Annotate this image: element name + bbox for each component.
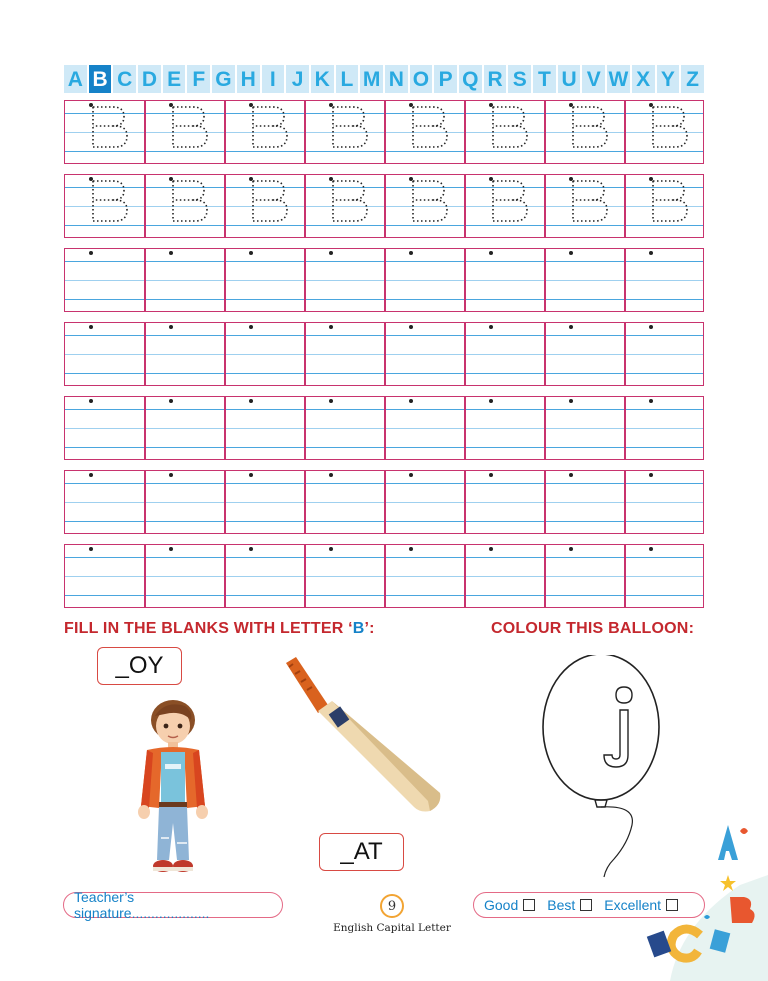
alphabet-letter-s: S <box>508 65 531 93</box>
dotted-letter-b-trace[interactable] <box>409 103 451 149</box>
cell-divider <box>464 545 466 607</box>
alphabet-letter-y: Y <box>657 65 680 93</box>
start-dot <box>249 547 253 551</box>
writing-row[interactable] <box>64 248 704 312</box>
alphabet-letter-m: M <box>360 65 383 93</box>
start-dot <box>89 325 93 329</box>
alphabet-letter-v: V <box>582 65 605 93</box>
start-dot <box>329 399 333 403</box>
alphabet-letter-p: P <box>434 65 457 93</box>
cell-divider <box>544 175 546 237</box>
start-dot <box>329 251 333 255</box>
alphabet-letter-o: O <box>410 65 433 93</box>
alphabet-letter-t: T <box>533 65 556 93</box>
alphabet-letter-c: C <box>113 65 136 93</box>
start-dot <box>569 177 573 181</box>
start-dot <box>409 325 413 329</box>
start-dot <box>409 177 413 181</box>
cell-divider <box>144 249 146 311</box>
start-dot <box>489 177 493 181</box>
cell-divider <box>224 101 226 163</box>
dotted-letter-b-trace[interactable] <box>89 103 131 149</box>
cell-divider <box>304 471 306 533</box>
alphabet-bar <box>64 65 704 93</box>
tracing-row[interactable] <box>64 100 704 164</box>
cell-divider <box>384 101 386 163</box>
start-dot <box>249 399 253 403</box>
alphabet-letter-r: R <box>484 65 507 93</box>
cell-divider <box>144 175 146 237</box>
alphabet-letter-n: N <box>385 65 408 93</box>
cell-divider <box>624 323 626 385</box>
abc-corner-decoration <box>640 805 768 981</box>
start-dot <box>169 547 173 551</box>
start-dot <box>649 399 653 403</box>
start-dot <box>169 473 173 477</box>
cell-divider <box>224 545 226 607</box>
cell-divider <box>144 101 146 163</box>
start-dot <box>649 325 653 329</box>
cell-divider <box>144 323 146 385</box>
start-dot <box>89 473 93 477</box>
start-dot <box>409 399 413 403</box>
cell-divider <box>304 545 306 607</box>
fill-blanks-title: FILL IN THE BLANKS WITH LETTER ‘B’: <box>64 620 375 637</box>
alphabet-letter-l: L <box>336 65 359 93</box>
start-dot <box>169 103 173 107</box>
dotted-letter-b-trace[interactable] <box>409 177 451 223</box>
writing-row[interactable] <box>64 396 704 460</box>
cell-divider <box>144 471 146 533</box>
alphabet-letter-w: W <box>607 65 630 93</box>
good-checkbox[interactable] <box>523 899 535 911</box>
cell-divider <box>544 323 546 385</box>
writing-row[interactable] <box>64 544 704 608</box>
dotted-letter-b-trace[interactable] <box>249 103 291 149</box>
start-dot <box>409 473 413 477</box>
cell-divider <box>304 249 306 311</box>
start-dot <box>649 547 653 551</box>
start-dot <box>329 177 333 181</box>
word-blank-boy[interactable]: _OY <box>97 647 182 685</box>
writing-row[interactable] <box>64 470 704 534</box>
alphabet-letter-q: Q <box>459 65 482 93</box>
alphabet-letter-e: E <box>163 65 186 93</box>
teacher-signature-label: Teacher’s signature.................... <box>74 889 210 921</box>
writing-row[interactable] <box>64 322 704 386</box>
start-dot <box>489 473 493 477</box>
boy-illustration <box>125 698 220 880</box>
start-dot <box>489 547 493 551</box>
alphabet-letter-f: F <box>187 65 210 93</box>
cell-divider <box>464 175 466 237</box>
start-dot <box>489 399 493 403</box>
start-dot <box>649 473 653 477</box>
cell-divider <box>144 545 146 607</box>
cell-divider <box>384 175 386 237</box>
start-dot <box>489 103 493 107</box>
cell-divider <box>624 397 626 459</box>
rating-label-best: Best <box>547 897 576 913</box>
cell-divider <box>224 249 226 311</box>
alphabet-letter-b: B <box>89 65 112 93</box>
cell-divider <box>624 101 626 163</box>
cell-divider <box>304 101 306 163</box>
cell-divider <box>624 249 626 311</box>
start-dot <box>649 177 653 181</box>
cell-divider <box>304 397 306 459</box>
start-dot <box>409 103 413 107</box>
rating-label-excellent: Excellent <box>604 897 662 913</box>
start-dot <box>649 103 653 107</box>
dotted-letter-b-trace[interactable] <box>169 103 211 149</box>
start-dot <box>489 325 493 329</box>
cell-divider <box>384 249 386 311</box>
cell-divider <box>384 397 386 459</box>
dotted-letter-b-trace[interactable] <box>569 103 611 149</box>
start-dot <box>249 177 253 181</box>
cell-divider <box>224 323 226 385</box>
cell-divider <box>544 545 546 607</box>
start-dot <box>569 325 573 329</box>
cell-divider <box>624 545 626 607</box>
cell-divider <box>384 323 386 385</box>
dotted-letter-b-trace[interactable] <box>329 103 371 149</box>
rating-label-good: Good <box>484 897 519 913</box>
start-dot <box>169 399 173 403</box>
dotted-letter-b-trace[interactable] <box>169 177 211 223</box>
cricket-bat-illustration <box>280 655 445 820</box>
cell-divider <box>624 471 626 533</box>
alphabet-letter-g: G <box>212 65 235 93</box>
alphabet-letter-k: K <box>311 65 334 93</box>
alphabet-letter-z: Z <box>681 65 704 93</box>
cell-divider <box>544 397 546 459</box>
start-dot <box>329 547 333 551</box>
start-dot <box>329 473 333 477</box>
alphabet-letter-j: J <box>286 65 309 93</box>
alphabet-letter-h: H <box>237 65 260 93</box>
start-dot <box>169 177 173 181</box>
dotted-letter-b-trace[interactable] <box>489 177 531 223</box>
start-dot <box>89 547 93 551</box>
alphabet-letter-d: D <box>138 65 161 93</box>
cell-divider <box>624 175 626 237</box>
start-dot <box>489 251 493 255</box>
start-dot <box>329 325 333 329</box>
start-dot <box>569 399 573 403</box>
cell-divider <box>384 471 386 533</box>
footer-caption: English Capital Letter <box>333 922 451 934</box>
cell-divider <box>464 249 466 311</box>
dotted-letter-b-trace[interactable] <box>489 103 531 149</box>
page-number-badge: 9 <box>380 894 404 918</box>
cell-divider <box>544 471 546 533</box>
cell-divider <box>464 101 466 163</box>
cell-divider <box>384 545 386 607</box>
alphabet-letter-i: I <box>262 65 285 93</box>
cell-divider <box>464 471 466 533</box>
cell-divider <box>224 175 226 237</box>
cell-divider <box>464 323 466 385</box>
start-dot <box>89 103 93 107</box>
dotted-letter-b-trace[interactable] <box>249 177 291 223</box>
start-dot <box>249 325 253 329</box>
cell-divider <box>304 323 306 385</box>
start-dot <box>569 547 573 551</box>
tracing-row[interactable] <box>64 174 704 238</box>
cell-divider <box>304 175 306 237</box>
start-dot <box>569 473 573 477</box>
alphabet-letter-x: X <box>632 65 655 93</box>
cell-divider <box>224 397 226 459</box>
teacher-signature-field[interactable] <box>63 889 283 921</box>
start-dot <box>169 325 173 329</box>
dotted-letter-b-trace[interactable] <box>329 177 371 223</box>
start-dot <box>169 251 173 255</box>
start-dot <box>89 399 93 403</box>
start-dot <box>409 251 413 255</box>
alphabet-letter-a: A <box>64 65 87 93</box>
alphabet-letter-u: U <box>558 65 581 93</box>
start-dot <box>249 103 253 107</box>
start-dot <box>89 177 93 181</box>
word-blank-bat[interactable]: _AT <box>319 833 404 871</box>
dotted-letter-b-trace[interactable] <box>569 177 611 223</box>
cell-divider <box>144 397 146 459</box>
cell-divider <box>544 249 546 311</box>
cell-divider <box>464 397 466 459</box>
dotted-letter-b-trace[interactable] <box>649 103 691 149</box>
colour-balloon-title: COLOUR THIS BALLOON: <box>491 620 695 637</box>
start-dot <box>249 251 253 255</box>
dotted-letter-b-trace[interactable] <box>649 177 691 223</box>
best-checkbox[interactable] <box>580 899 592 911</box>
start-dot <box>569 251 573 255</box>
start-dot <box>329 103 333 107</box>
start-dot <box>89 251 93 255</box>
start-dot <box>569 103 573 107</box>
dotted-letter-b-trace[interactable] <box>89 177 131 223</box>
cell-divider <box>544 101 546 163</box>
start-dot <box>409 547 413 551</box>
start-dot <box>249 473 253 477</box>
cell-divider <box>224 471 226 533</box>
start-dot <box>649 251 653 255</box>
